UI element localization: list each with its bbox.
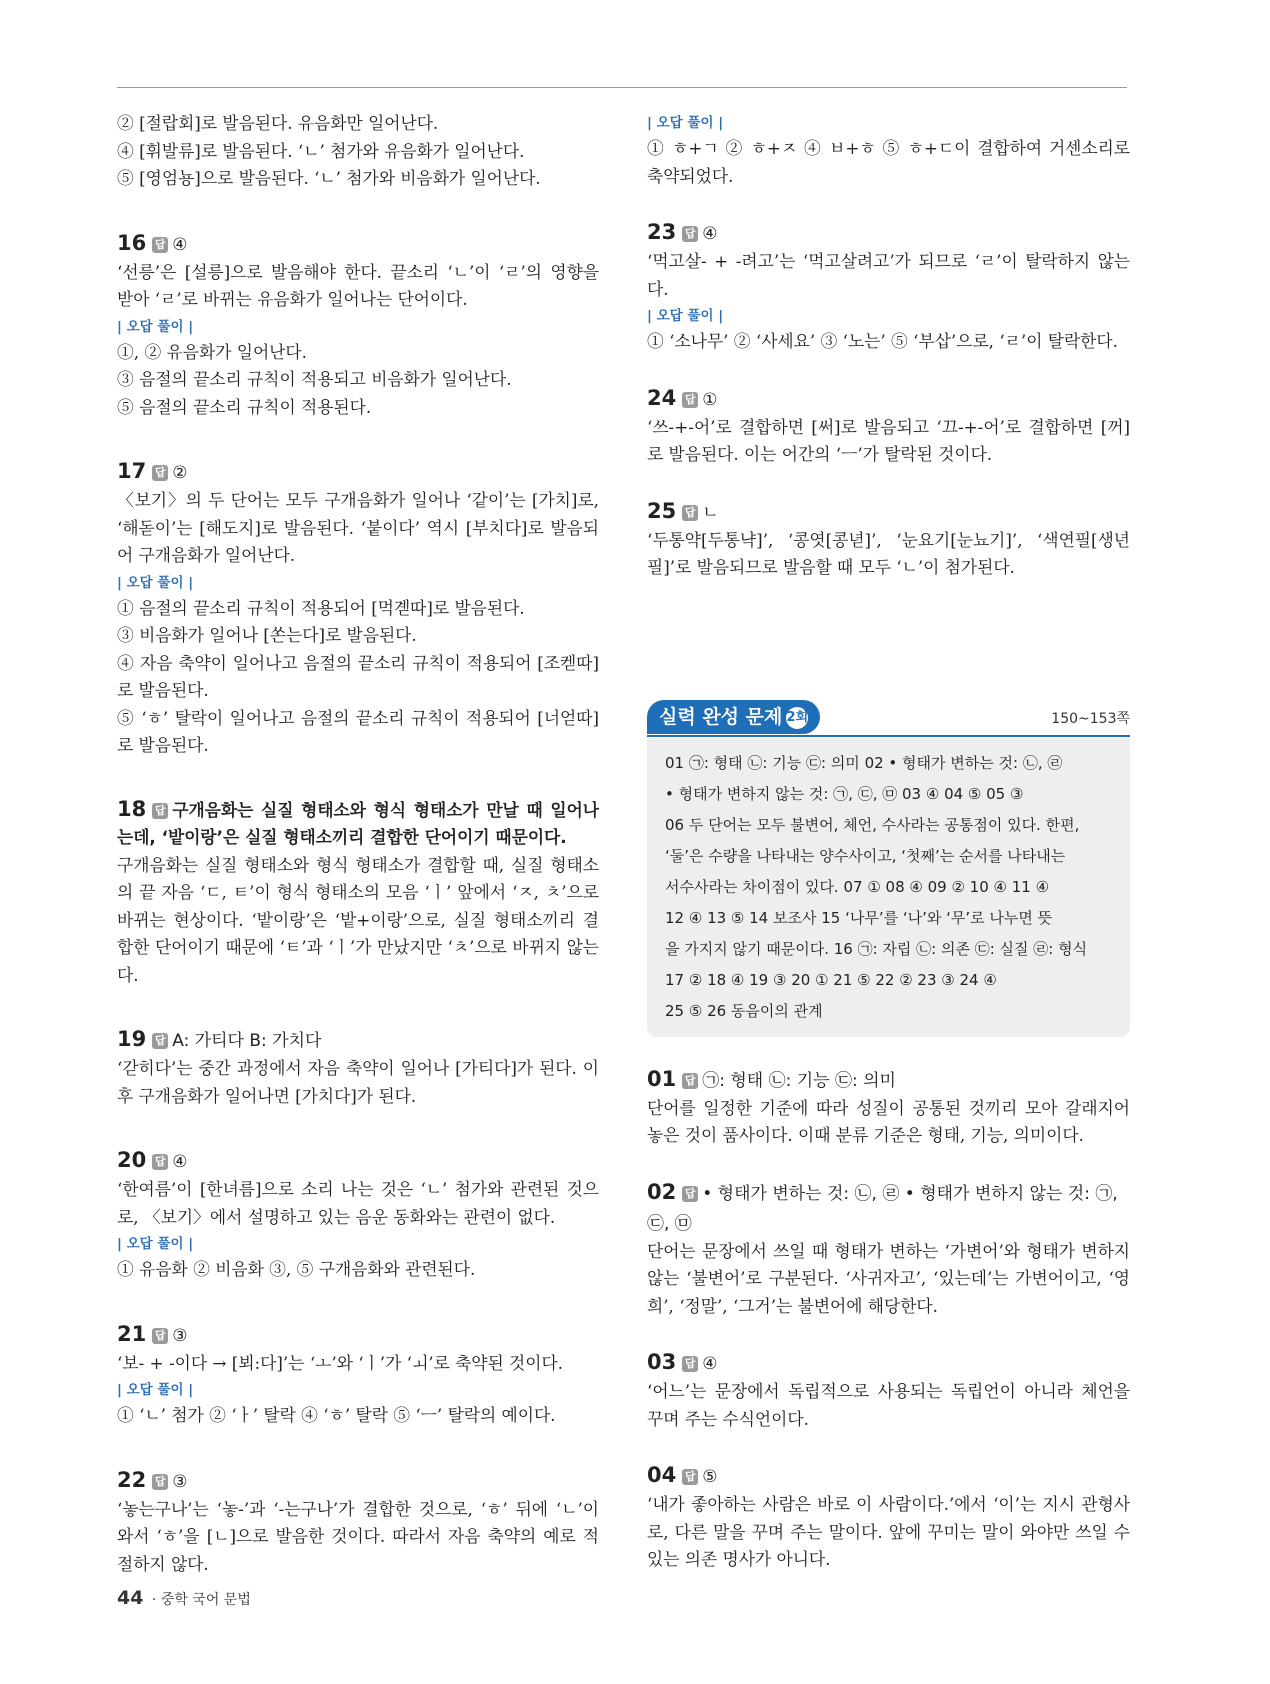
section-header (647, 700, 1130, 736)
answer-badge: 답 (152, 237, 168, 253)
question-22-header: 22 답 ③ (117, 1467, 188, 1492)
question-21-header: 21 답 ③ (117, 1321, 188, 1346)
page-number: 44 (117, 1587, 144, 1609)
answer-badge: 답 (152, 1033, 168, 1049)
answer-01-header: 01 답 ㉠: 형태 ㉡: 기능 ㉢: 의미 (647, 1066, 896, 1091)
q17-wrong-line: ④ 자음 축약이 일어나고 음절의 끝소리 규칙이 적용되어 [조켇따]로 발음된다. (117, 652, 599, 700)
q18-answer: 구개음화는 실질 형태소와 형식 형태소가 만날 때 일어나는데, ‘밭이랑’은 실질 형태소끼리 결합한 단어이기 때문이다. (117, 799, 599, 847)
q23-wrong-line: ① ‘소나무’ ② ‘사세요’ ③ ‘노는’ ⑤ ‘부삽’으로, ‘ㄹ’이 탈락한다. (647, 331, 1118, 351)
q22-explanation: ‘놓는구나’는 ‘놓-’과 ‘-는구나’가 결합한 것으로, ‘ㅎ’ 뒤에 ‘ㄴ’이 와서 ‘ㅎ’을 [ㄴ]으로 발음한 것이다. 따라서 자음 축약의 예로 적절하지 않다. (117, 1498, 599, 1574)
answer-badge: 답 (682, 226, 698, 242)
round-badge: 2회 (786, 707, 808, 729)
question-16-header: 16 답 ④ (117, 230, 188, 255)
q16-wrong-line: ①, ② 유음화가 일어난다. (117, 341, 307, 362)
section-rule (647, 735, 1130, 737)
q19-explanation: ‘갇히다’는 중간 과정에서 자음 축약이 일어나 [가티다]가 된다. 이후 구개음화가 일어나면 [가치다]가 된다. (117, 1058, 599, 1106)
answer-badge: 답 (682, 1073, 698, 1089)
answer-badge: 답 (682, 505, 698, 521)
answer-badge: 답 (152, 1474, 168, 1490)
answer-04-header: 04 답 ⑤ (647, 1463, 718, 1487)
a03-explanation: ‘어느’는 문장에서 독립적으로 사용되는 독립언이 아니라 체언을 꾸며 주는 수식언이다. (647, 1381, 1130, 1429)
q16-explanation: ‘선릉’은 [설릉]으로 발음해야 한다. 끝소리 ‘ㄴ’이 ‘ㄹ’의 영향을 받아 ‘ㄹ’로 바뀌는 유음화가 일어나는 단어이다. (117, 261, 599, 309)
q25-explanation: ‘두통약[두통냑]’, ‘콩엿[콩녇]’, ‘눈요기[눈뇨기]’, ‘색연필[생년필]’로 발음되므로 발음할 때 모두 ‘ㄴ’이 첨가된다. (647, 529, 1130, 577)
question-20-header: 20 답 ④ (117, 1148, 188, 1172)
summary-line: 25 ⑤ 26 동음이의 관계 (665, 1001, 823, 1020)
answer-badge: 답 (682, 1356, 698, 1372)
answer-03-header: 03 답 ④ (647, 1350, 718, 1374)
answer-badge: 답 (682, 1186, 698, 1202)
wrong-note-label: | 오답 풀이 | (647, 115, 724, 131)
q17-wrong-line: ① 음절의 끝소리 규칙이 적용되어 [먹곋따]로 발음된다. (117, 597, 525, 618)
book-title: 중학 국어 문법 (160, 1592, 251, 1608)
question-18-header: 18 답 구개음화는 실질 형태소와 형식 형태소가 만날 때 일어나는데, ‘밭이랑’은 실질 형태소끼리 결합한 단어이기 때문이다. (117, 796, 599, 847)
q18-explanation: 구개음화는 실질 형태소와 형식 형태소가 결합할 때, 실질 형태소의 끝 자음 ‘ㄷ, ㅌ’이 형식 형태소의 모음 ‘ㅣ’ 앞에서 ‘ㅈ, ㅊ’으로 바뀌는 현상이다. ‘밭이랑’은 ‘밭+이랑’으로, 실질 형태소끼리 결합한 단어이기 때문에 ‘ㅌ’과 ‘ㅣ’가 만났지만 ‘ㅊ’으로 바뀌지 않는다. (117, 854, 599, 985)
summary-line: 12 ④ 13 ⑤ 14 보조사 15 ‘나무’를 ‘나’와 ‘무’로 나누면 뜻 (665, 908, 1053, 927)
wrong-note-label: | 오답 풀이 | (117, 1382, 194, 1398)
question-25-header: 25 답 ㄴ (647, 498, 719, 523)
intro-line: ② [절랍회]로 발음된다. 유음화만 일어난다. (117, 113, 439, 133)
q16-wrong-line: ③ 음절의 끝소리 규칙이 적용되고 비음화가 일어난다. (117, 369, 512, 389)
answer-badge: 답 (152, 1154, 168, 1170)
answer-badge: 답 (152, 1328, 168, 1344)
intro-wrong-line: ① ㅎ+ㄱ ② ㅎ+ㅈ ④ ㅂ+ㅎ ⑤ ㅎ+ㄷ이 결합하여 거센소리로 축약되었다. (647, 138, 1130, 186)
answer-badge: 답 (152, 803, 168, 819)
right-column (647, 110, 1130, 1574)
q20-explanation: ‘한여름’이 [한녀름]으로 소리 나는 것은 ‘ㄴ’ 첨가와 관련된 것으로, 〈보기〉에서 설명하고 있는 음운 동화와는 관련이 없다. (117, 1179, 599, 1227)
section-pages: 150~153쪽 (1051, 710, 1130, 727)
intro-line: ④ [휘발류]로 발음된다. ‘ㄴ’ 첨가와 유음화가 일어난다. (117, 140, 525, 161)
q21-wrong-line: ① ‘ㄴ’ 첨가 ② ‘ㅏ’ 탈락 ④ ‘ㅎ’ 탈락 ⑤ ‘ㅡ’ 탈락의 예이다. (117, 1405, 556, 1425)
footer-separator: · (151, 1592, 157, 1608)
question-17-header: 17 답 ② (117, 459, 188, 483)
a01-explanation: 단어를 일정한 기준에 따라 성질이 공통된 것끼리 모아 갈래지어 놓은 것이 품사이다. 이때 분류 기준은 형태, 기능, 의미이다. (647, 1097, 1130, 1145)
section-title-pill: 실력 완성 문제 2회 (647, 700, 820, 734)
q21-explanation: ‘보- + -이다 → [뵈:다]’는 ‘ㅗ’와 ‘ㅣ’가 ‘ㅚ’로 축약된 것이다. (117, 1352, 564, 1373)
q17-explanation: 〈보기〉의 두 단어는 모두 구개음화가 일어나 ‘같이’는 [가치]로, ‘해돋이’는 [해도지]로 발음된다. ‘붙이다’ 역시 [부치다]로 발음되어 구개음화가 일어난다. (117, 490, 599, 565)
q16-wrong-line: ⑤ 음절의 끝소리 규칙이 적용된다. (117, 396, 372, 417)
q23-explanation: ‘먹고살- + -려고’는 ‘먹고살려고’가 되므로 ‘ㄹ’이 탈락하지 않는다. (647, 251, 1130, 299)
q20-wrong-line: ① 유음화 ② 비음화 ③, ⑤ 구개음화와 관련된다. (117, 1259, 476, 1279)
page-footer (117, 1587, 251, 1609)
answer-badge: 답 (152, 465, 168, 481)
summary-line: ‘둘’은 수량을 나타내는 양수사이고, ‘첫째’는 순서를 나타내는 (665, 846, 1066, 865)
summary-line: • 형태가 변하지 않는 것: ㉠, ㉢, ㉤ 03 ④ 04 ⑤ 05 ③ (665, 784, 1024, 803)
summary-line: 서수사라는 차이점이 있다. 07 ① 08 ④ 09 ② 10 ④ 11 ④ (665, 877, 1050, 896)
answer-summary-box (647, 738, 1130, 1037)
summary-line: 17 ② 18 ④ 19 ③ 20 ① 21 ⑤ 22 ② 23 ③ 24 ④ (665, 970, 997, 989)
wrong-note-label: | 오답 풀이 | (117, 574, 194, 591)
summary-line: 01 ㉠: 형태 ㉡: 기능 ㉢: 의미 02 • 형태가 변하는 것: ㉡, ㉣ (665, 753, 1063, 772)
a04-explanation: ‘내가 좋아하는 사람은 바로 이 사람이다.’에서 ‘이’는 지시 관형사로, 다른 말을 꾸며 주는 말이다. 앞에 꾸미는 말이 와야만 쓰일 수 있는 의존 명사가 아니다. (647, 1494, 1130, 1569)
a02-explanation: 단어는 문장에서 쓰일 때 형태가 변하는 ‘가변어’와 형태가 변하지 않는 ‘불변어’로 구분된다. ‘사귀자고’, ‘있는데’는 가변어이고, ‘영희’, ‘정말’, ‘그거’는 불변어에 해당한다. (647, 1240, 1130, 1316)
summary-line: 06 두 단어는 모두 불변어, 체언, 수사라는 공통점이 있다. 한편, (665, 815, 1080, 834)
question-19-header: 19 답 A: 가티다 B: 가치다 (117, 1027, 322, 1051)
answer-badge: 답 (682, 392, 698, 408)
top-rule (117, 87, 1127, 88)
question-24-header: 24 답 ① (647, 385, 718, 410)
q17-wrong-line: ⑤ ‘ㅎ’ 탈락이 일어나고 음절의 끝소리 규칙이 적용되어 [너얻따]로 발음된다. (117, 707, 599, 755)
intro-line: ⑤ [영엄뇽]으로 발음된다. ‘ㄴ’ 첨가와 비음화가 일어난다. (117, 168, 541, 188)
wrong-note-label: | 오답 풀이 | (117, 1236, 194, 1252)
wrong-note-label: | 오답 풀이 | (117, 318, 194, 335)
question-23-header: 23 답 ④ (647, 220, 718, 244)
q17-wrong-line: ③ 비음화가 일어나 [쏜는다]로 발음된다. (117, 625, 417, 645)
answer-badge: 답 (682, 1469, 698, 1485)
summary-line: 을 가지지 않기 때문이다. 16 ㉠: 자립 ㉡: 의존 ㉢: 실질 ㉣: 형식 (665, 939, 1088, 958)
answer-02-header: 02 답 • 형태가 변하는 것: ㉡, ㉣ • 형태가 변하지 않는 것: ㉠, ㉢, ㉤ (647, 1179, 1118, 1234)
wrong-note-label: | 오답 풀이 | (647, 308, 724, 324)
left-column (117, 110, 599, 1578)
q24-explanation: ‘쓰-+-어’로 결합하면 [써]로 발음되고 ‘끄-+-어’로 결합하면 [꺼]로 발음된다. 이는 어간의 ‘ㅡ’가 탈락된 것이다. (647, 416, 1130, 464)
